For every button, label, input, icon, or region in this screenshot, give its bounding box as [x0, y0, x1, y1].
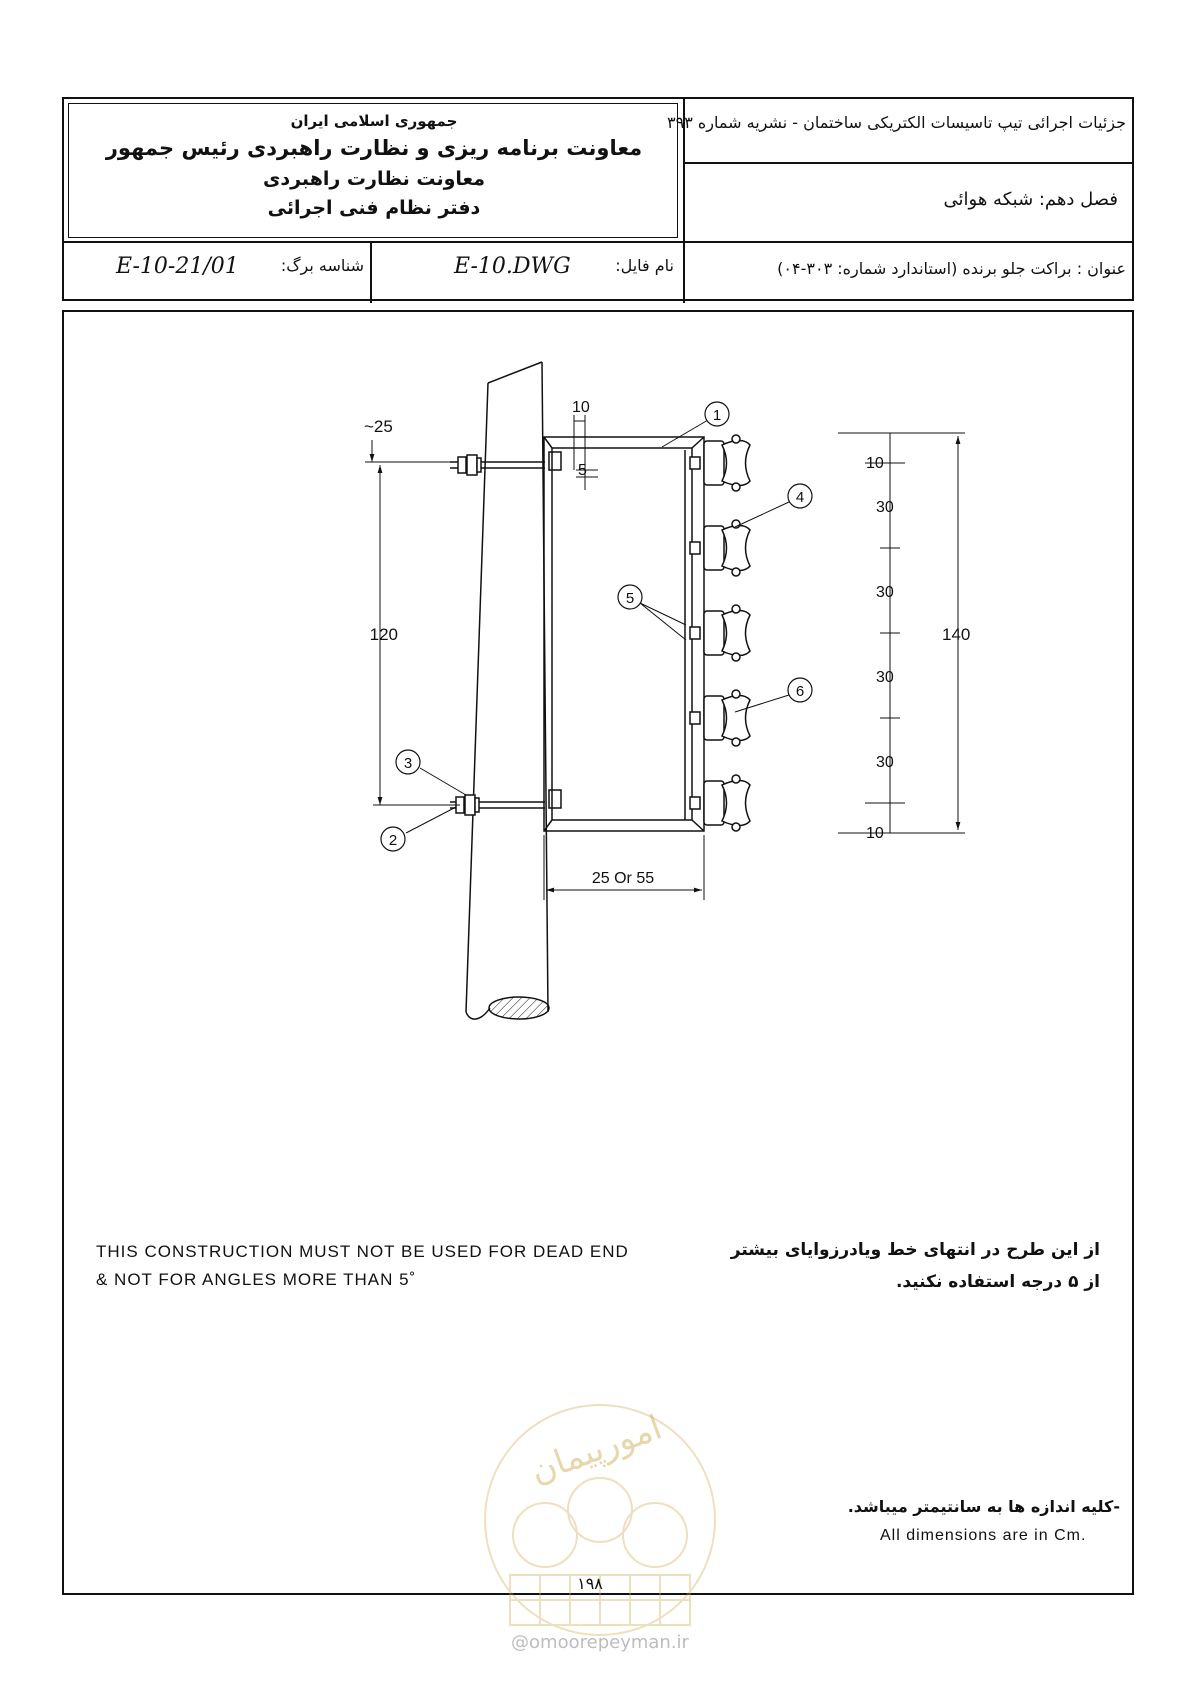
dim-seg-1: 30: [876, 499, 894, 516]
lower-bolt: [450, 795, 545, 815]
callout-2-label: 2: [388, 832, 398, 849]
callout-3-label: 3: [403, 755, 413, 772]
watermark-text: امورپیمان: [525, 1408, 667, 1491]
bracket-frame: [544, 437, 704, 831]
dim-plate-gap: 5: [578, 462, 587, 479]
dim-plate-width: 10: [572, 399, 590, 416]
chapter-title: فصل دهم: شبکه هوائی: [943, 189, 1118, 210]
units-note-english: All dimensions are in Cm.: [880, 1527, 1087, 1544]
publication-title: جزئیات اجرائی تیپ تاسیسات الکتریکی ساختمان - نشریه شماره ۳۹۳: [667, 113, 1126, 132]
english-note-line2: & NOT FOR ANGLES MORE THAN 5˚: [96, 1270, 417, 1289]
dim-seg-4: 30: [876, 754, 894, 771]
dim-top-offset: ~25: [364, 417, 393, 436]
sheet-id-label: شناسه برگ:: [280, 256, 364, 275]
english-note-line1: THIS CONSTRUCTION MUST NOT BE USED FOR DEAD END: [96, 1242, 629, 1261]
insulator-1: [690, 435, 750, 491]
units-note-persian: -کلیه اندازه ها به سانتیمتر میباشد.: [847, 1497, 1120, 1516]
file-label: نام فایل:: [615, 256, 674, 275]
callout-4-label: 4: [795, 489, 805, 506]
dim-seg-2: 30: [876, 584, 894, 601]
dim-seg-bottom: 10: [866, 825, 884, 842]
insulator-5: [690, 775, 750, 831]
org-line2: معاونت برنامه ریزی و نظارت راهبردی رئیس جمهور: [105, 136, 643, 160]
insulator-3: [690, 605, 750, 661]
org-line3: معاونت نظارت راهبردی: [262, 168, 486, 190]
dim-bracket-depth: 25 Or 55: [591, 870, 655, 887]
sheet-title: عنوان : براکت جلو برنده (استاندارد شماره: ۳۰۳-۰۴): [777, 259, 1126, 278]
sheet-id-value: E-10-21/01: [116, 254, 239, 279]
callout-5-label: 5: [625, 590, 635, 607]
persian-note-line1: از این طرح در انتهای خط ویادرزوایای بیشتر: [730, 1240, 1100, 1260]
dim-seg-3: 30: [876, 669, 894, 686]
depth-dimension: [544, 835, 704, 900]
page-number: ۱۹۸: [577, 1574, 603, 1593]
insulator-4: [690, 690, 750, 746]
insulator-assemblies: [690, 435, 750, 831]
org-line4: دفتر نظام فنی اجرائی: [267, 197, 481, 219]
persian-note-line2: از ۵ درجه استفاده نکنید.: [895, 1272, 1100, 1292]
upper-bolt: [450, 455, 545, 475]
dim-overall-height: 140: [942, 625, 971, 644]
file-value: E-10.DWG: [454, 254, 571, 279]
callout-6-label: 6: [795, 683, 805, 700]
org-line1: جمهوری اسلامی ایران: [290, 112, 458, 130]
callout-1-label: 1: [712, 407, 722, 424]
dim-bolt-spacing: 120: [369, 625, 398, 644]
dim-seg-top: 10: [866, 455, 884, 472]
insulator-2: [690, 520, 750, 576]
site-watermark: @omoorepeyman.ir: [511, 1632, 689, 1653]
